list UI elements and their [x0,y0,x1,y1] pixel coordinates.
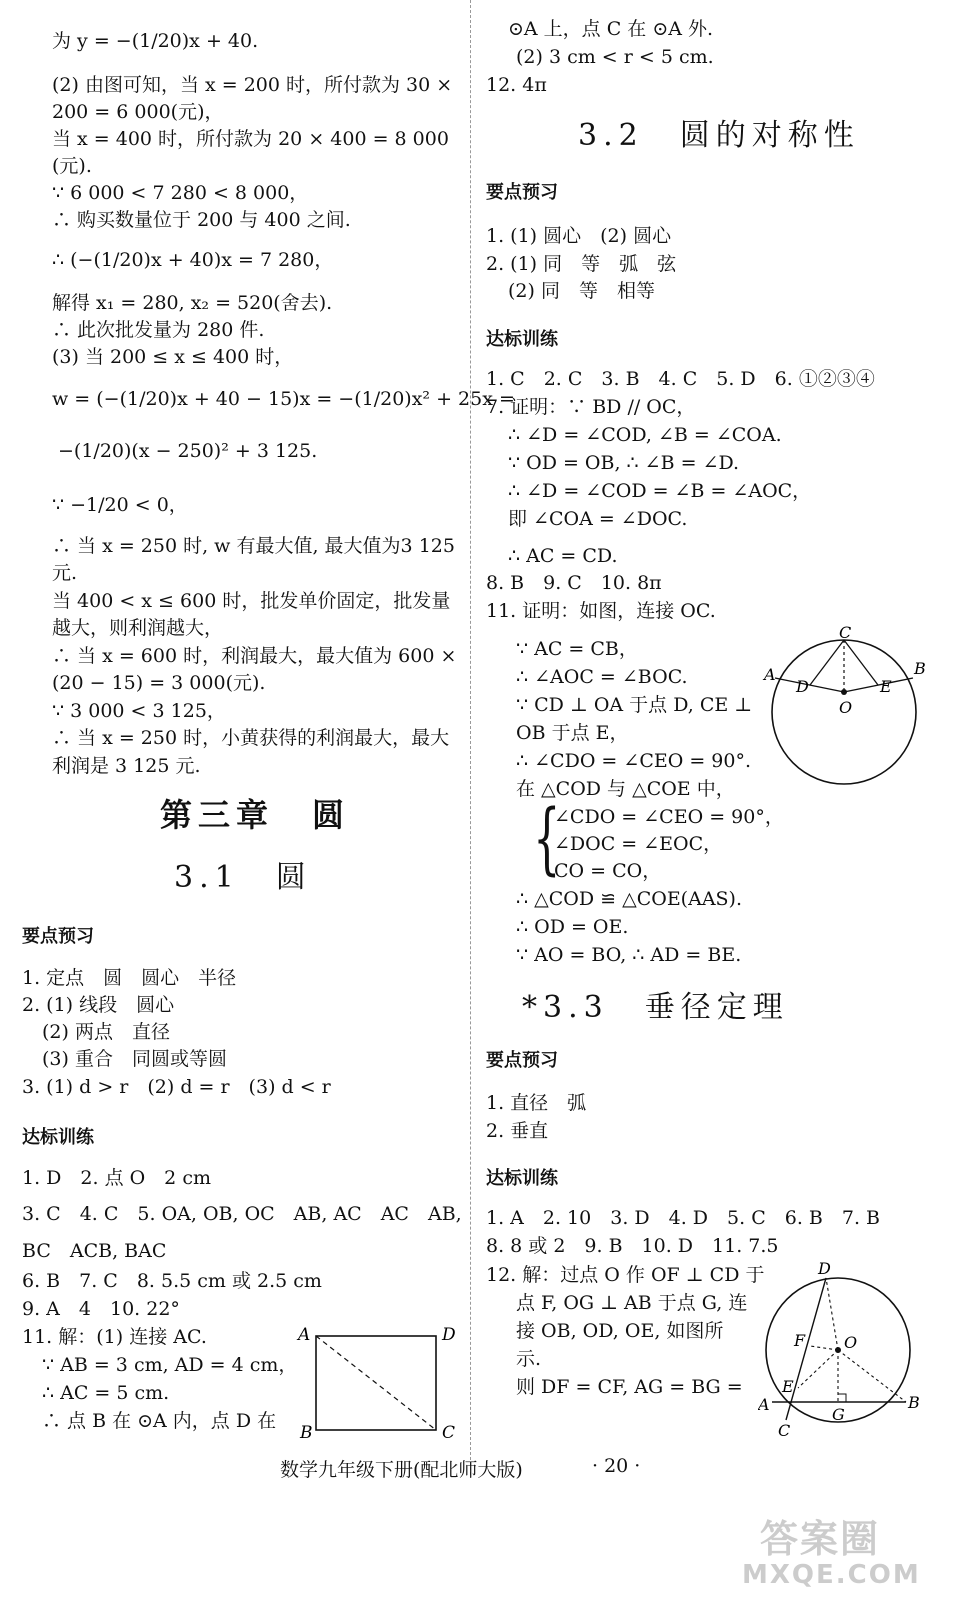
text-line: ∵ AB = 3 cm, AD = 4 cm， [42,1354,298,1376]
label-b: B [300,1423,313,1443]
label-c: C [839,626,852,642]
subheading: 达标训练 [486,1168,558,1189]
text-line: ∴ 当 x = 250 时，小黄获得的利润最大，最大 [52,727,450,749]
text-line: (2) 由图可知，当 x = 200 时，所付款为 30 × [52,74,453,96]
label-a: A [758,1395,770,1414]
label-c: C [778,1421,791,1440]
subheading: 要点预习 [486,182,558,203]
text-line: 当 x = 400 时，所付款为 20 × 400 = 8 000 [52,128,449,150]
text-line: 2. (1) 线段 圆心 [22,994,175,1016]
text-line: ∴ 购买数量位于 200 与 400 之间. [52,209,351,231]
text-line: (2) 3 cm < r < 5 cm. [516,46,714,68]
text-line: ∠DOC = ∠EOC， [554,833,723,855]
text-line: 1. A 2. 10 3. D 4. D 5. C 6. B 7. B [486,1207,880,1229]
center-point [841,689,847,695]
page-number: · 20 · [592,1455,641,1477]
text-line: CO = CO， [554,860,662,882]
rectangle-figure [292,1322,472,1447]
text-line: 解得 x₁ = 280, x₂ = 520(舍去). [52,292,333,314]
text-line: (3) 当 200 ≤ x ≤ 400 时， [52,346,294,368]
label-d: D [818,1262,831,1278]
text-line: 11. 解：(1) 连接 AC. [22,1326,207,1348]
label-o: O [839,698,853,717]
text-line: ∴ OD = OE. [516,916,629,938]
text-line: 12. 4π [486,74,547,96]
text-line: 1. C 2. C 3. B 4. C 5. D 6. ①②③④ [486,368,875,390]
text-line: 示. [516,1348,542,1370]
text-line: 3. C 4. C 5. OA, OB, OC AB, AC AC AB, [22,1203,462,1225]
text-line: 1. D 2. 点 O 2 cm [22,1167,211,1189]
text-line: 在 △COD 与 △COE 中， [516,778,735,800]
section-title: *3.3 垂径定理 [522,990,789,1025]
label-a: A [764,665,776,684]
text-line: 元. [52,562,78,584]
chapter-title: 第三章 圆 [160,796,351,834]
column-divider [470,0,471,1475]
text-line: 11. 证明：如图，连接 OC. [486,600,716,622]
text-line: 接 OB, OD, OE, 如图所 [516,1320,724,1342]
label-c: C [442,1423,456,1443]
text-line: ∴ 当 x = 250 时, w 有最大值, 最大值为3 125 [52,535,455,557]
text-line: 即 ∠COA = ∠DOC. [508,508,688,530]
subheading: 要点预习 [22,926,94,947]
text-line: ∴ ∠CDO = ∠CEO = 90°. [516,750,752,772]
brace: { [533,794,561,884]
label-d: D [442,1325,456,1345]
text-line: ∵ AO = BO, ∴ AD = BE. [516,944,742,966]
text-line: 8. 8 或 2 9. B 10. D 11. 7.5 [486,1235,779,1257]
text-line: ∠CDO = ∠CEO = 90°， [554,806,784,828]
text-line: ∴ ∠D = ∠COD, ∠B = ∠COA. [508,424,782,446]
text-line: ∴ △COD ≌ △COE(AAS). [516,888,743,910]
text-line: ∴ AC = 5 cm. [42,1382,170,1404]
text-line: 9. A 4 10. 22° [22,1298,180,1320]
text-line: ∴ AC = CD. [508,545,618,567]
text-line: (2) 两点 直径 [42,1021,170,1043]
text-line: 12. 解：过点 O 作 OF ⊥ CD 于 [486,1264,765,1286]
text-line: ∴ 此次批发量为 280 件. [52,319,265,341]
text-line: 1. 直径 弧 [486,1092,587,1114]
segment-of [810,1346,838,1350]
text-line: 1. (1) 圆心 (2) 圆心 [486,225,672,247]
right-angle-mark [838,1394,846,1402]
center-point [835,1347,841,1353]
text-line: ∴ ∠D = ∠COD = ∠B = ∠AOC， [508,480,812,502]
text-line: (20 − 15) = 3 000(元). [52,672,266,694]
text-line: 6. B 7. C 8. 5.5 cm 或 2.5 cm [22,1270,322,1292]
segment-od [826,1278,838,1350]
subheading: 达标训练 [486,329,558,350]
text-line: 越大，则利润越大， [52,617,224,639]
text-line: 2. 垂直 [486,1120,549,1142]
diagonal-ac [316,1336,436,1430]
text-line: (3) 重合 同圆或等圆 [42,1048,227,1070]
label-g: G [832,1405,845,1424]
section-title: 3.1 圆 [174,860,312,895]
radius-oa [775,678,844,692]
section-title: 3.2 圆的对称性 [578,118,860,153]
label-b: B [914,659,926,678]
text-line: ∵ −1/20 < 0， [52,494,188,516]
text-line: ∵ 6 000 < 7 280 < 8 000， [52,182,309,204]
text-line: −(1/20)(x − 250)² + 3 125. [58,440,318,462]
text-line: BC ACB, BAC [22,1240,167,1262]
text-line: ∵ CD ⊥ OA 于点 D, CE ⊥ [516,694,753,716]
text-line: 当 400 < x ≤ 600 时，批发单价固定，批发量 [52,590,451,612]
circle-figure-2 [758,1262,936,1442]
text-line: (2) 同 等 相等 [508,280,655,302]
text-line: 点 F, OG ⊥ AB 于点 G, 连 [516,1292,748,1314]
text-line: ∴ (−(1/20)x + 40)x = 7 280， [52,249,334,271]
watermark-logo: 答案圈 [760,1517,881,1561]
label-d: D [796,677,809,696]
chord-dc [786,1278,826,1420]
text-line: 7. 证明：∵ BD // OC， [486,396,696,418]
text-line: ⊙A 上，点 C 在 ⊙A 外. [508,18,714,40]
footer-book-title: 数学九年级下册(配北师大版) [280,1459,523,1481]
label-a: A [298,1325,311,1345]
radius-ob [844,678,913,692]
text-line: ∵ OD = OB, ∴ ∠B = ∠D. [508,452,740,474]
text-line: ∴ 当 x = 600 时，利润最大，最大值为 600 × [52,645,457,667]
text-line: ∴ 点 B 在 ⊙A 内，点 D 在 [42,1410,277,1432]
text-line: w = (−(1/20)x + 40 − 15)x = −(1/20)x² + 25x = [52,388,515,410]
text-line: 2. (1) 同 等 弧 弦 [486,253,677,275]
text-line: 则 DF = CF, AG = BG = [516,1376,743,1398]
circle-figure-1 [762,626,932,796]
text-line: ∵ AC = CB， [516,638,638,660]
label-o: O [844,1333,858,1352]
text-line: (元). [52,155,92,177]
text-line: 利润是 3 125 元. [52,755,201,777]
text-line: OB 于点 E， [516,722,629,744]
watermark-url: MXQE.COM [742,1560,921,1590]
text-line: ∵ 3 000 < 3 125， [52,700,226,722]
subheading: 达标训练 [22,1127,94,1148]
text-line: 3. (1) d > r (2) d = r (3) d < r [22,1076,331,1098]
text-line: 200 = 6 000(元)， [52,101,224,123]
text-line: ∴ ∠AOC = ∠BOC. [516,666,688,688]
label-b: B [908,1393,920,1412]
subheading: 要点预习 [486,1050,558,1071]
text-line: 8. B 9. C 10. 8π [486,572,662,594]
label-e: E [880,677,892,696]
segment-ob [838,1350,906,1402]
text-line: 为 y = −(1/20)x + 40. [52,30,259,52]
text-line: 1. 定点 圆 圆心 半径 [22,967,237,989]
label-f: F [794,1331,806,1350]
label-e: E [782,1377,794,1396]
